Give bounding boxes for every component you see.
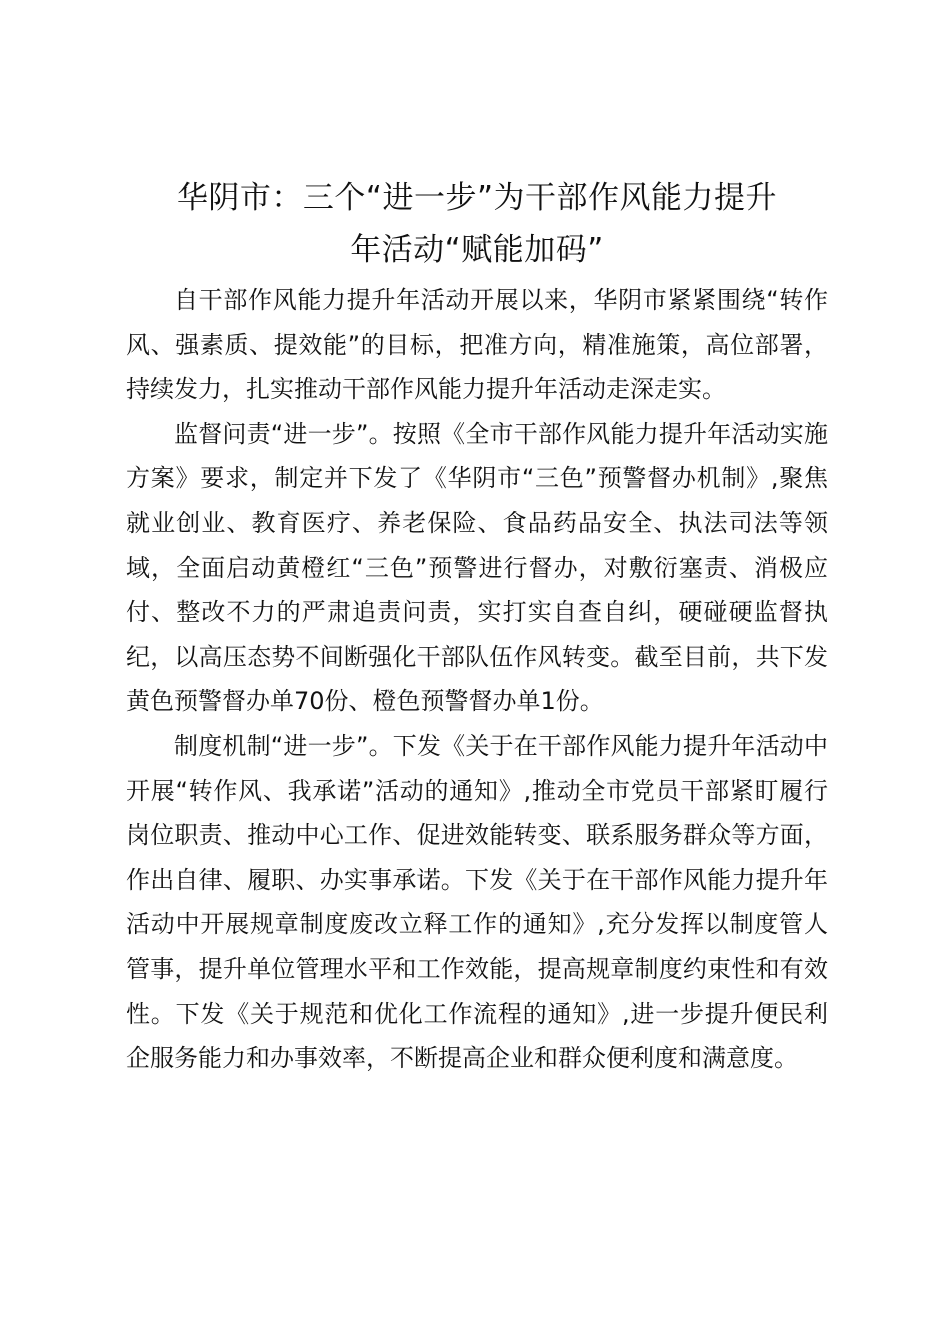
document-title-line-1: 华阴市：三个“进一步”为干部作风能力提升	[176, 180, 778, 216]
intro-paragraph: 自干部作风能力提升年活动开展以来，华阴市紧紧围绕“转作风、强素质、提效能”的目标，把准方向，精准施策，高位部署，持续发力，扎实推动干部作风能力提升年活动走深走实。	[126, 286, 828, 404]
document-page	[126, 172, 828, 1081]
document-title	[126, 172, 828, 276]
supervision-paragraph: 监督问责“进一步”。按照《全市干部作风能力提升年活动实施方案》要求，制定并下发了《华阴市“三色”预警督办机制》,聚焦就业创业、教育医疗、养老保险、食品药品安全、执法司法等领域，全面启动黄橙红“三色”预警进行督办，对敷衍塞责、消极应付、整改不力的严肃追责问责，实打实自查自纠，硬碰硬监督执纪，以高压态势不间断强化干部队伍作风转变。截至目前，共下发黄色预警督办单70份、橙色预警督办单1份。	[126, 419, 828, 716]
institution-paragraph: 制度机制“进一步”。下发《关于在干部作风能力提升年活动中开展“转作风、我承诺”活动的通知》,推动全市党员干部紧盯履行岗位职责、推动中心工作、促进效能转变、联系服务群众等方面，作出自律、履职、办实事承诺。下发《关于在干部作风能力提升年活动中开展规章制度废改立释工作的通知》,充分发挥以制度管人管事，提升单位管理水平和工作效能，提高规章制度约束性和有效性。下发《关于规范和优化工作流程的通知》,进一步提升便民利企服务能力和办事效率，不断提高企业和群众便利度和满意度。	[126, 731, 828, 1073]
document-title-line-2: 年活动“赋能加码”	[350, 232, 604, 268]
